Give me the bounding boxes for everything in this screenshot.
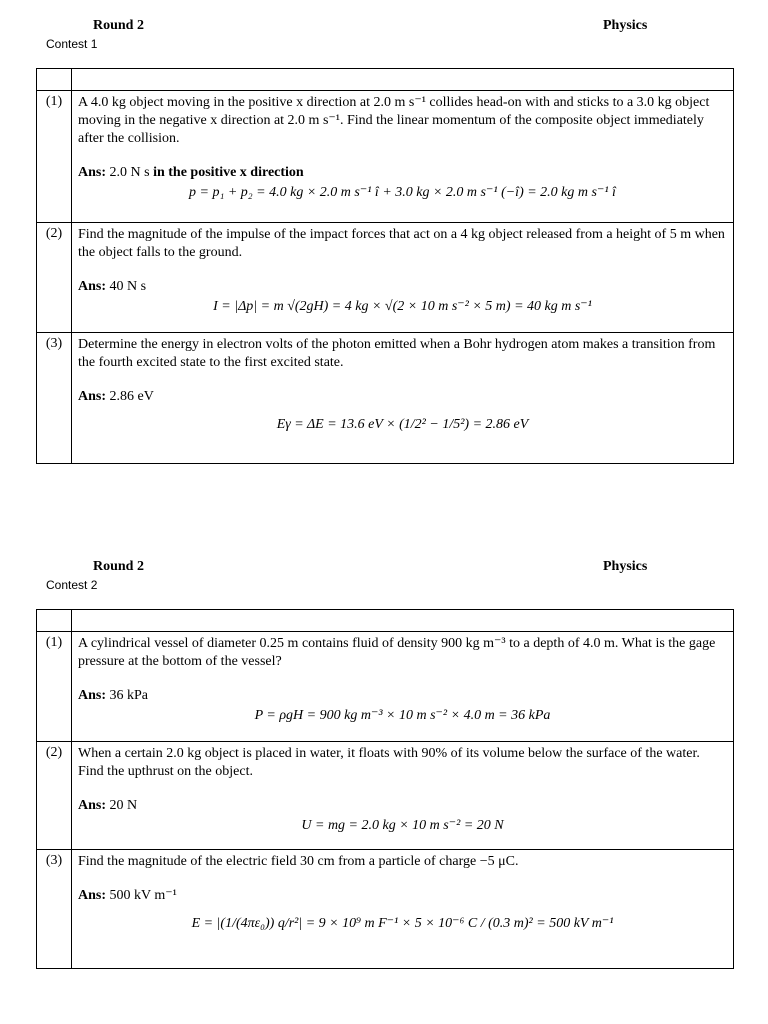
equation: U = mg = 2.0 kg × 10 m s⁻² = 20 N xyxy=(301,818,504,833)
answer-line xyxy=(78,797,727,815)
question-row xyxy=(37,742,734,850)
question-row xyxy=(37,91,734,223)
answer-line xyxy=(78,687,727,705)
answer-line xyxy=(78,164,727,182)
equation: Eγ = ΔE = 13.6 eV × (1/2² − 1/5²) = 2.86 eV xyxy=(276,417,529,432)
contest-label: Contest 2 xyxy=(46,578,98,592)
answer-label: Ans: xyxy=(78,279,107,294)
answer-extra: in the positive x direction xyxy=(153,165,304,180)
question-row xyxy=(37,223,734,333)
question-row xyxy=(37,850,734,969)
answer-value: 2.86 eV xyxy=(109,389,154,404)
answer-label: Ans: xyxy=(78,389,107,404)
question-row xyxy=(37,333,734,464)
answer-value: 2.0 N s xyxy=(109,165,150,180)
question-number: (3) xyxy=(37,333,72,464)
question-number: (1) xyxy=(37,91,72,223)
round-title: Round 2 xyxy=(93,18,144,33)
question-number: (3) xyxy=(37,850,72,969)
answer-value: 40 N s xyxy=(109,279,147,294)
question-number: (2) xyxy=(37,742,72,850)
answer-label: Ans: xyxy=(78,798,107,813)
subject-title: Physics xyxy=(603,18,648,33)
contest-label: Contest 1 xyxy=(46,37,98,51)
question-table xyxy=(36,68,734,464)
question-number: (2) xyxy=(37,223,72,333)
answer-line xyxy=(78,388,727,406)
question-text: When a certain 2.0 kg object is placed in water, it floats with 90% of its volume below the surface of the water. Find the upthrust on the object. xyxy=(78,746,700,779)
question-text: Find the magnitude of the impulse of the impact forces that act on a 4 kg object released from a height of 5 m when the object falls to the ground. xyxy=(78,227,725,260)
question-text: Determine the energy in electron volts of the photon emitted when a Bohr hydrogen atom makes a transition from the fourth excited state to the first excited state. xyxy=(78,337,716,370)
question-text: A 4.0 kg object moving in the positive x direction at 2.0 m s⁻¹ collides head-on with and sticks to a 3.0 kg object moving in the negative x direction at 2.0 m s⁻¹. Find the linear momentum of the composite object immediately after the collision. xyxy=(78,95,710,146)
answer-line xyxy=(78,887,727,905)
question-text: Find the magnitude of the electric field 30 cm from a particle of charge −5 μC. xyxy=(78,854,519,869)
table-header-row xyxy=(37,610,734,632)
question-table xyxy=(36,609,734,969)
table-header-row xyxy=(37,69,734,91)
round-title: Round 2 xyxy=(93,559,144,574)
answer-value: 20 N xyxy=(109,798,138,813)
question-row xyxy=(37,632,734,742)
subject-title: Physics xyxy=(603,559,648,574)
answer-label: Ans: xyxy=(78,888,107,903)
answer-label: Ans: xyxy=(78,688,107,703)
equation: P = ρgH = 900 kg m⁻³ × 10 m s⁻² × 4.0 m = 36 kPa xyxy=(254,708,551,723)
answer-value: 36 kPa xyxy=(109,688,149,703)
question-text: A cylindrical vessel of diameter 0.25 m contains fluid of density 900 kg m⁻³ to a depth of 4.0 m. What is the gage pressure at the bottom of the vessel? xyxy=(78,636,716,669)
equation: p = p₁ + p₂ = 4.0 kg × 2.0 m s⁻¹ î + 3.0 kg × 2.0 m s⁻¹ (−î) = 2.0 kg m s⁻¹ î xyxy=(189,185,616,200)
equation: E = |(1/(4πε₀)) q/r²| = 9 × 10⁹ m F⁻¹ × 5 × 10⁻⁶ C / (0.3 m)² = 500 kV m⁻¹ xyxy=(191,916,614,931)
answer-value: 500 kV m⁻¹ xyxy=(109,888,177,903)
answer-label: Ans: xyxy=(78,165,107,180)
equation: I = |Δp| = m √(2gH) = 4 kg × √(2 × 10 m s⁻² × 5 m) = 40 kg m s⁻¹ xyxy=(213,299,592,314)
question-number: (1) xyxy=(37,632,72,742)
answer-line xyxy=(78,278,727,296)
